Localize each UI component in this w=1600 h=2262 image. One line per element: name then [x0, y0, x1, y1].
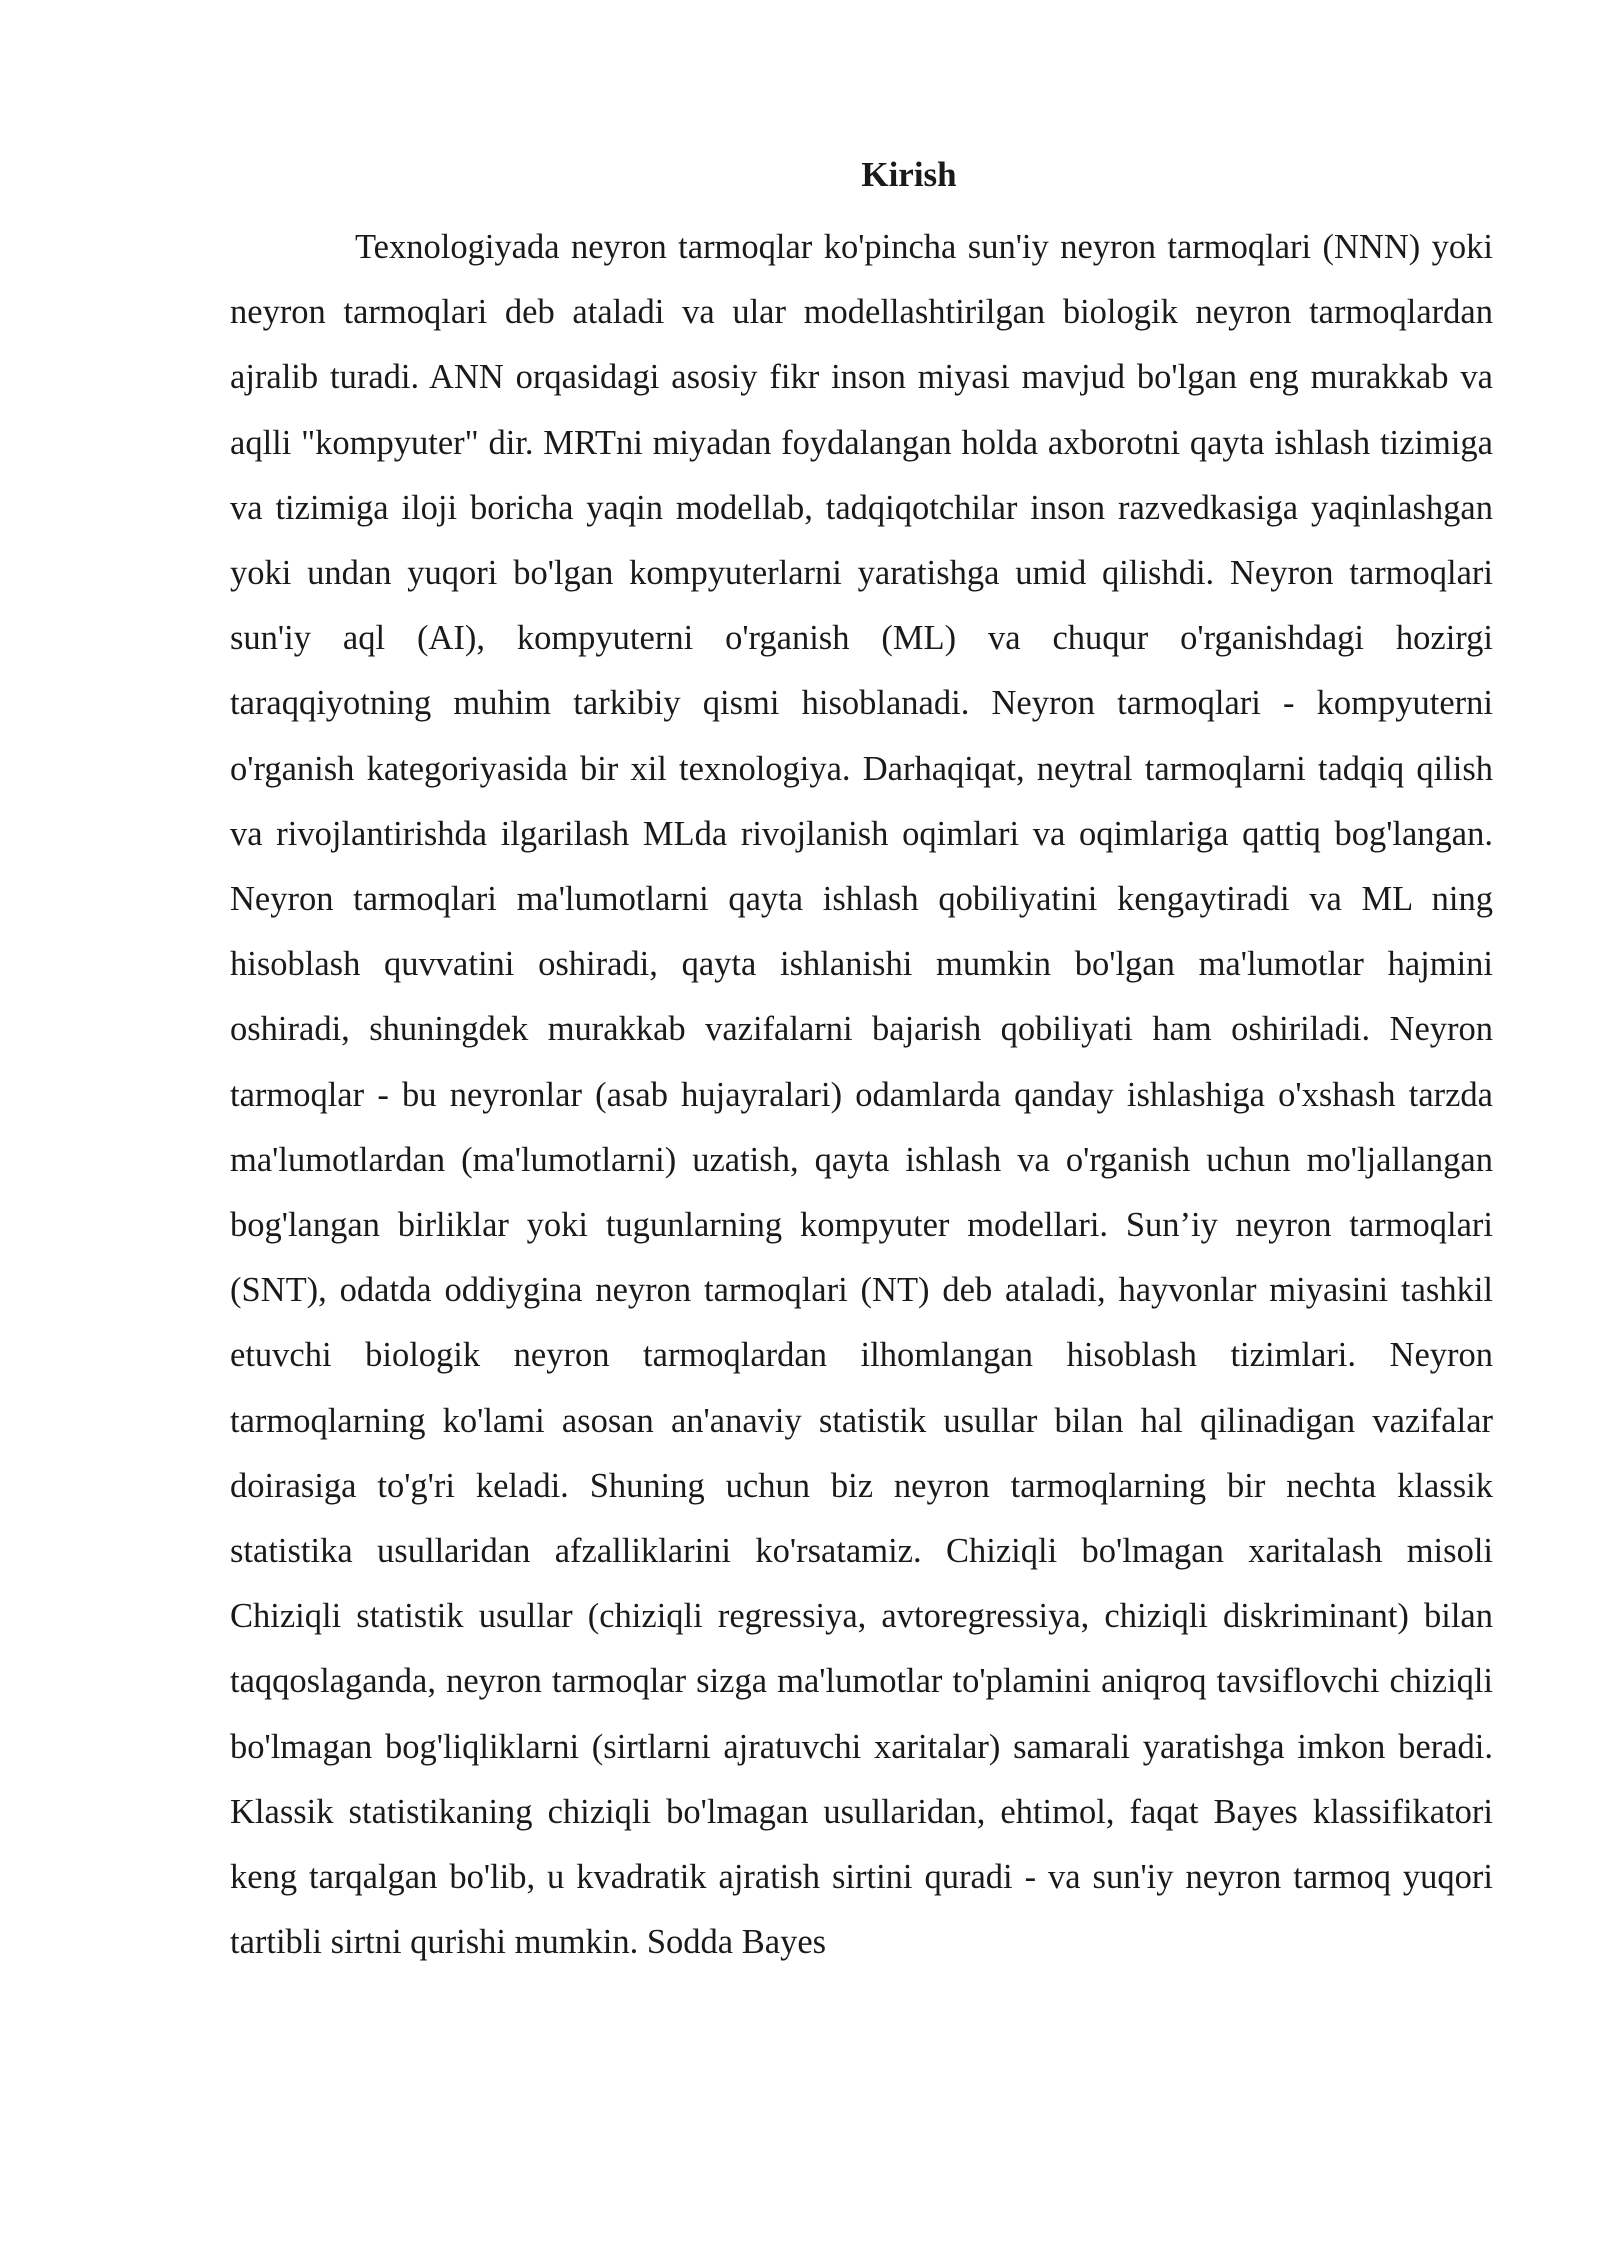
body-paragraph: Texnologiyada neyron tarmoqlar ko'pincha sun'iy neyron tarmoqlari (NNN) yoki neyron tarmoqlari deb ataladi va ular modellashtirilgan biologik neyron tarmoqlardan ajralib turadi. ANN orqasidagi asosiy fikr inson miyasi mavjud bo'lgan eng murakkab va aqlli "kompyuter" dir. MRTni miyadan foydalangan holda axborotni qayta ishlash tizimiga va tizimiga iloji boricha yaqin modellab, tadqiqotchilar inson razvedkasiga yaqinlashgan yoki undan yuqori bo'lgan kompyuterlarni yaratishga umid qilishdi. Neyron tarmoqlari sun'iy aql (AI), kompyuterni o'rganish (ML) va chuqur o'rganishdagi hozirgi taraqqiyotning muhim tarkibiy qismi hisoblanadi. Neyron tarmoqlari - kompyuterni o'rganish kategoriyasida bir xil texnologiya. Darhaqiqat, neytral tarmoqlarni tadqiq qilish va rivojlantirishda ilgarilash MLda rivojlanish oqimlari va oqimlariga qattiq bog'langan. Neyron tarmoqlari ma'lumotlarni qayta ishlash qobiliyatini kengaytiradi va ML ning hisoblash quvvatini oshiradi, qayta ishlanishi mumkin bo'lgan ma'lumotlar hajmini oshiradi, shuningdek murakkab vazifalarni bajarish qobiliyati ham oshiriladi. Neyron tarmoqlar - bu neyronlar (asab hujayralari) odamlarda qanday ishlashiga o'xshash tarzda ma'lumotlardan (ma'lumotlarni) uzatish, qayta ishlash va o'rganish uchun mo'ljallangan bog'langan birliklar yoki tugunlarning kompyuter modellari. Sun’iy neyron tarmoqlari (SNT), odatda oddiygina neyron tarmoqlari (NT) deb ataladi, hayvonlar miyasini tashkil etuvchi biologik neyron tarmoqlardan ilhomlangan hisoblash tizimlari. Neyron tarmoqlarning ko'lami asosan an'anaviy statistik usullar bilan hal qilinadigan vazifalar doirasiga to'g'ri keladi. Shuning uchun biz neyron tarmoqlarning bir nechta klassik statistika usullaridan afzalliklarini ko'rsatamiz. Chiziqli bo'lmagan xaritalash misoli Chiziqli statistik usullar (chiziqli regressiya, avtoregressiya, chiziqli diskriminant) bilan taqqoslaganda, neyron tarmoqlar sizga ma'lumotlar to'plamini aniqroq tavsiflovchi chiziqli bo'lmagan bog'liqliklarni (sirtlarni ajratuvchi xaritalar) samarali yaratishga imkon beradi. Klassik statistikaning chiziqli bo'lmagan usullaridan, ehtimol, faqat Bayes klassifikatori keng tarqalgan bo'lib, u kvadratik ajratish sirtini quradi - va sun'iy neyron tarmoq yuqori tartibli sirtni qurishi mumkin. Sodda Bayes [230, 228, 1493, 1962]
document-title: Kirish [861, 155, 957, 194]
document-body [230, 150, 1493, 1975]
